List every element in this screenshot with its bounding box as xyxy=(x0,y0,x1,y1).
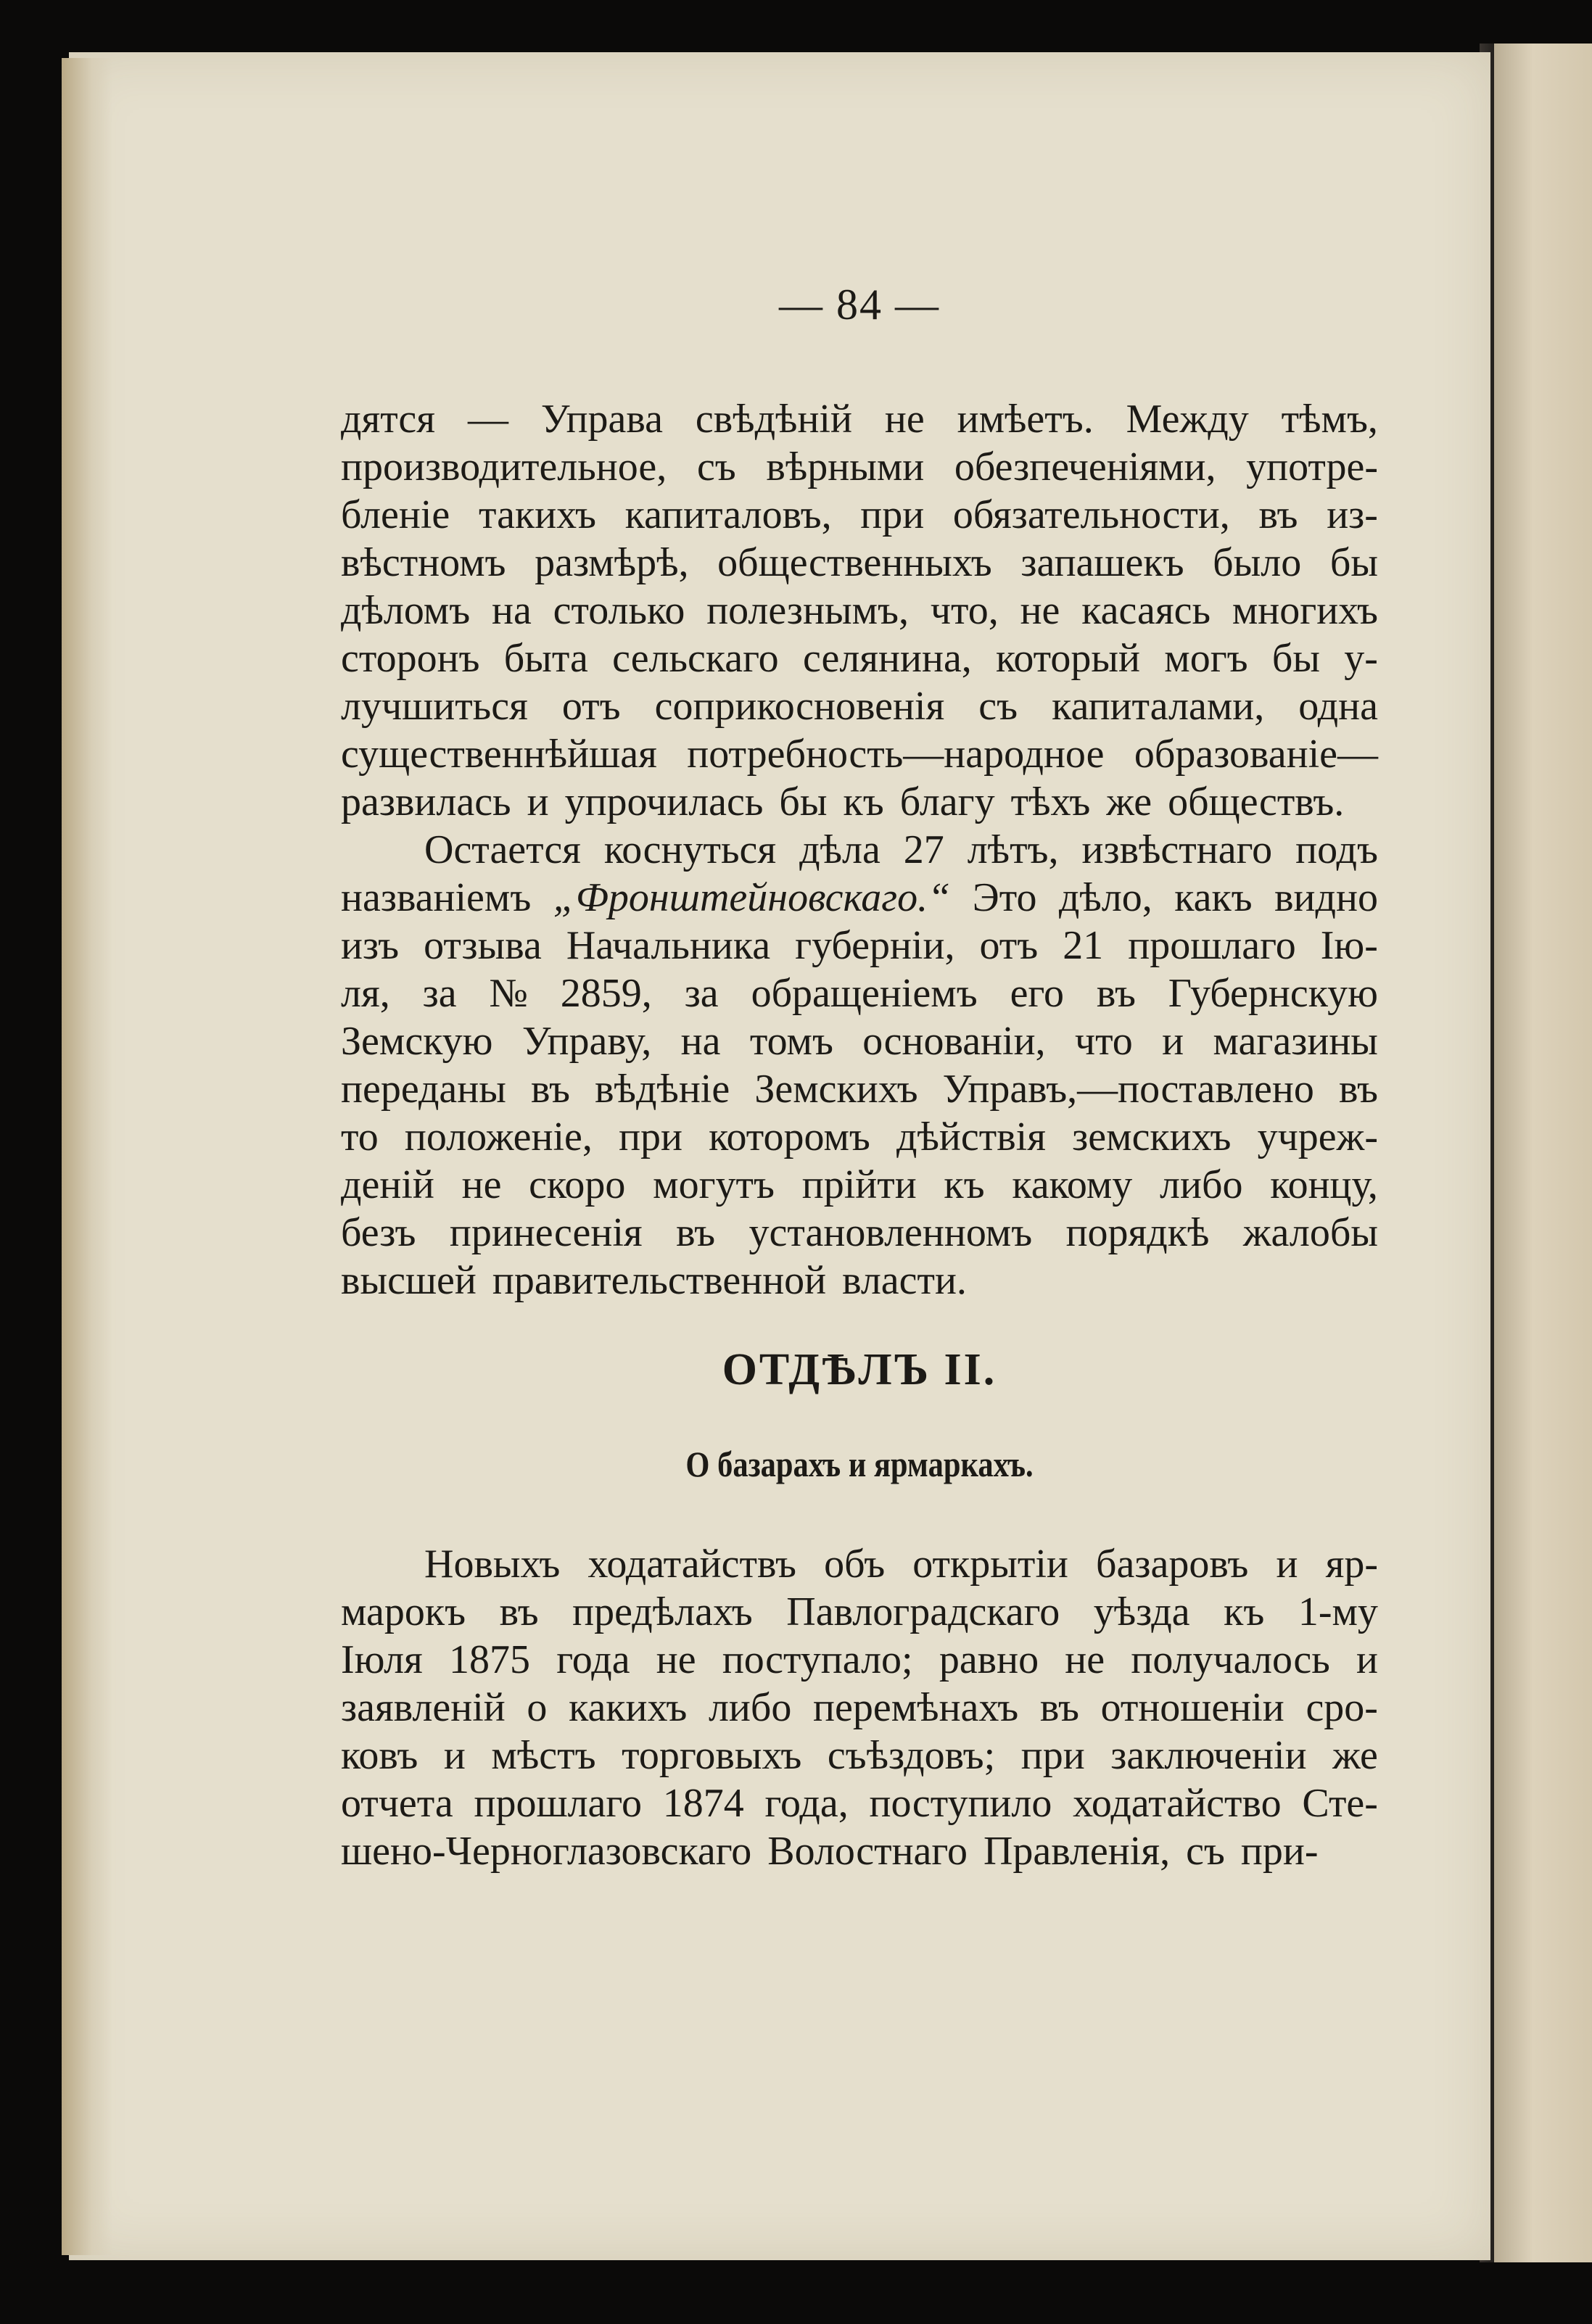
word: Это xyxy=(972,875,1037,920)
word: лучшиться xyxy=(341,684,528,729)
word: года, xyxy=(764,1781,849,1826)
word: изъ xyxy=(341,923,400,968)
page-left-edge xyxy=(62,58,112,2255)
word: въ xyxy=(676,1210,716,1255)
word: уѣзда xyxy=(1093,1589,1190,1634)
word: предѣлахъ xyxy=(572,1589,753,1634)
word: поступило xyxy=(869,1781,1052,1826)
word: Ію- xyxy=(1320,923,1378,968)
word: получалось xyxy=(1131,1637,1330,1682)
word: томъ xyxy=(749,1019,833,1064)
word: отношеніи xyxy=(1100,1685,1284,1730)
word: же xyxy=(1106,780,1152,824)
word: Губернскую xyxy=(1168,971,1378,1016)
word: съ xyxy=(978,684,1018,729)
word: Правленія, xyxy=(983,1829,1171,1874)
text-line xyxy=(341,778,1378,826)
word: правительственной xyxy=(492,1258,827,1303)
word: за xyxy=(422,971,457,1016)
word: основаніи, xyxy=(862,1019,1046,1064)
word: Управъ,—поставлено xyxy=(942,1067,1314,1112)
word: бы xyxy=(779,780,828,824)
paragraph-1 xyxy=(341,395,1378,826)
word: какихъ xyxy=(569,1685,688,1730)
word: столько xyxy=(553,588,685,633)
text-line xyxy=(341,1161,1378,1209)
word: капиталами, xyxy=(1052,684,1265,729)
word: на xyxy=(680,1019,721,1064)
text-line xyxy=(341,1636,1378,1684)
word: и xyxy=(1356,1637,1378,1682)
section-subtitle: О базарахъ и ярмаркахъ. xyxy=(685,1444,1034,1484)
word: прошлаго xyxy=(474,1781,642,1826)
word: могъ xyxy=(1164,636,1248,681)
text-line xyxy=(341,682,1378,730)
word: сторонъ xyxy=(341,636,480,681)
text-line xyxy=(341,969,1378,1017)
word: обезпеченіями, xyxy=(954,444,1216,489)
word: которомъ xyxy=(709,1115,870,1159)
text-line xyxy=(341,1588,1378,1636)
word: соприкосновенія xyxy=(654,684,945,729)
word: либо xyxy=(1160,1162,1243,1207)
word: переданы xyxy=(341,1067,506,1112)
word: вѣстномъ xyxy=(341,540,506,585)
word: 1875 xyxy=(449,1637,531,1682)
word: подъ xyxy=(1295,827,1378,872)
word: у- xyxy=(1344,636,1378,681)
text-line xyxy=(341,1540,1378,1588)
word: ходатайствъ xyxy=(587,1542,796,1587)
text-line xyxy=(341,1732,1378,1779)
paragraph-3 xyxy=(341,1540,1378,1875)
word: и xyxy=(1276,1542,1298,1587)
word: яр- xyxy=(1325,1542,1378,1587)
page-number: — 84 — xyxy=(779,281,940,328)
word: такихъ xyxy=(478,492,596,537)
word: порядкѣ xyxy=(1065,1210,1210,1255)
word: ля, xyxy=(341,971,390,1016)
word: поступало; xyxy=(722,1637,913,1682)
word: мѣстъ xyxy=(491,1733,596,1778)
word: свѣдѣній xyxy=(695,397,852,442)
word: скоро xyxy=(529,1162,626,1207)
word: положеніе, xyxy=(404,1115,593,1159)
word: къ xyxy=(843,780,884,824)
text-line xyxy=(341,1209,1378,1257)
word: базаровъ xyxy=(1096,1542,1249,1587)
word: при xyxy=(860,492,925,537)
text-line xyxy=(341,1065,1378,1113)
word: сро- xyxy=(1306,1685,1378,1730)
word: многихъ xyxy=(1232,588,1378,633)
text-line xyxy=(341,587,1378,634)
word: дѣло, xyxy=(1058,875,1152,920)
word: учреж- xyxy=(1257,1115,1378,1159)
word: отчета xyxy=(341,1781,453,1826)
word: не xyxy=(1020,588,1060,633)
word: Земскую xyxy=(341,1019,493,1064)
word: не xyxy=(461,1162,502,1207)
word: отъ xyxy=(979,923,1039,968)
word: вѣдѣніе xyxy=(595,1067,730,1112)
word: капиталовъ, xyxy=(624,492,832,537)
word: видно xyxy=(1274,875,1378,920)
word: къ xyxy=(1224,1589,1265,1634)
word: Управа xyxy=(540,397,663,442)
word: не xyxy=(884,397,925,442)
word: названіемъ xyxy=(341,875,532,920)
word: съѣздовъ; xyxy=(827,1733,996,1778)
word: селянина, xyxy=(802,636,972,681)
word: могутъ xyxy=(653,1162,775,1207)
word: и xyxy=(527,780,549,824)
word: 2859, xyxy=(560,971,652,1016)
word: концу, xyxy=(1270,1162,1378,1207)
text-line xyxy=(341,730,1378,778)
word: что xyxy=(1074,1019,1133,1064)
text-line xyxy=(341,1684,1378,1732)
word: дятся xyxy=(341,397,436,442)
word: заключеніи xyxy=(1110,1733,1307,1778)
word: на xyxy=(492,588,532,633)
word: власти. xyxy=(842,1258,967,1303)
word: къ xyxy=(944,1162,985,1207)
word: земскихъ xyxy=(1072,1115,1232,1159)
word: установленномъ xyxy=(748,1210,1033,1255)
paragraph-2 xyxy=(341,826,1378,1304)
word: бы xyxy=(1271,636,1320,681)
word: 1874 xyxy=(662,1781,744,1826)
word: о xyxy=(527,1685,548,1730)
word: быта xyxy=(503,636,588,681)
word: было xyxy=(1213,540,1302,585)
word: потребность—народное xyxy=(687,732,1105,777)
word: въ xyxy=(1258,492,1298,537)
word: „Фронштейновскаго.“ xyxy=(553,875,951,920)
word: какъ xyxy=(1174,875,1253,920)
word: и xyxy=(1162,1019,1184,1064)
word: ковъ xyxy=(341,1733,418,1778)
page-text xyxy=(341,272,1378,1875)
word: бленіе xyxy=(341,492,450,537)
word: высшей xyxy=(341,1258,477,1303)
text-line xyxy=(341,443,1378,491)
word: ходатайство xyxy=(1073,1781,1282,1826)
text-line xyxy=(341,874,1378,922)
word: не xyxy=(656,1637,696,1682)
word: размѣрѣ, xyxy=(535,540,689,585)
word: губерніи, xyxy=(795,923,955,968)
word: жалобы xyxy=(1242,1210,1378,1255)
word: съ xyxy=(696,444,736,489)
word: же xyxy=(1332,1733,1378,1778)
word: Новыхъ xyxy=(424,1542,561,1587)
word: Остается xyxy=(424,827,581,872)
word: запашекъ xyxy=(1020,540,1184,585)
word: который xyxy=(996,636,1140,681)
word: — xyxy=(467,397,508,442)
word: дѣла xyxy=(799,827,880,872)
word: равно xyxy=(939,1637,1039,1682)
word: вѣрными xyxy=(766,444,925,489)
word: безъ xyxy=(341,1210,416,1255)
word: тѣхъ xyxy=(1010,780,1091,824)
word: бы xyxy=(1329,540,1378,585)
word: 1-му xyxy=(1298,1589,1378,1634)
word: либо xyxy=(708,1685,792,1730)
word: обществъ. xyxy=(1168,780,1345,824)
section-title: ОТДѢЛЪ II. xyxy=(722,1345,997,1394)
word: дѣломъ xyxy=(341,588,471,633)
word: коснуться xyxy=(603,827,777,872)
word: 21 xyxy=(1063,923,1104,968)
word: въ xyxy=(1338,1067,1378,1112)
word: обращеніемъ xyxy=(751,971,978,1016)
word: № xyxy=(489,971,528,1016)
word: заявленій xyxy=(341,1685,506,1730)
word: какому xyxy=(1012,1162,1133,1207)
word: и xyxy=(443,1733,466,1778)
word: за xyxy=(684,971,719,1016)
word: не xyxy=(1065,1637,1105,1682)
word: тѣмъ, xyxy=(1281,397,1378,442)
word: его xyxy=(1010,971,1064,1016)
text-line xyxy=(341,491,1378,539)
word: существеннѣйшая xyxy=(341,732,657,777)
word: полезнымъ, xyxy=(706,588,910,633)
word: года xyxy=(556,1637,630,1682)
word: магазины xyxy=(1213,1019,1378,1064)
word: 27 xyxy=(903,827,944,872)
word: перемѣнахъ xyxy=(813,1685,1019,1730)
word: прошлаго xyxy=(1128,923,1296,968)
word: прійти xyxy=(801,1162,917,1207)
word: въ xyxy=(499,1589,539,1634)
word: отъ xyxy=(561,684,621,729)
text-line xyxy=(341,1017,1378,1065)
text-line xyxy=(341,539,1378,587)
word: марокъ xyxy=(341,1589,466,1634)
word: сельскаго xyxy=(612,636,779,681)
word: при- xyxy=(1240,1829,1319,1874)
text-line xyxy=(341,1257,1378,1304)
word: принесенія xyxy=(449,1210,643,1255)
word: при xyxy=(1020,1733,1085,1778)
text-line xyxy=(341,634,1378,682)
word: развилась xyxy=(341,780,511,824)
text-line xyxy=(341,922,1378,969)
word: Между xyxy=(1126,397,1249,442)
word: Волостнаго xyxy=(767,1829,968,1874)
word: одна xyxy=(1298,684,1378,729)
word: открытіи xyxy=(912,1542,1068,1587)
word: шено-Черноглазовскаго xyxy=(341,1829,752,1874)
word: касаясь xyxy=(1081,588,1211,633)
word: деній xyxy=(341,1162,434,1207)
word: общественныхъ xyxy=(717,540,992,585)
text-line xyxy=(341,826,1378,874)
word: Павлоградскаго xyxy=(786,1589,1060,1634)
next-page-edge xyxy=(1494,44,1592,2262)
word: торговыхъ xyxy=(622,1733,802,1778)
word: лѣтъ, xyxy=(967,827,1059,872)
word: из- xyxy=(1327,492,1378,537)
word: Управу, xyxy=(521,1019,652,1064)
word: благу xyxy=(899,780,995,824)
word: что, xyxy=(930,588,999,633)
word: упрочилась xyxy=(564,780,764,824)
word: обязательности, xyxy=(952,492,1230,537)
word: объ xyxy=(824,1542,886,1587)
word: образованіе— xyxy=(1134,732,1378,777)
word: отзыва xyxy=(424,923,542,968)
text-line xyxy=(341,1827,1378,1875)
text-line xyxy=(341,1779,1378,1827)
word: Сте- xyxy=(1302,1781,1378,1826)
text-line xyxy=(341,395,1378,443)
word: извѣстнаго xyxy=(1081,827,1273,872)
word: имѣетъ. xyxy=(957,397,1094,442)
word: то xyxy=(341,1115,379,1159)
word: употре- xyxy=(1246,444,1378,489)
word: въ xyxy=(1039,1685,1079,1730)
text-line xyxy=(341,1113,1378,1161)
word: Земскихъ xyxy=(754,1067,918,1112)
word: Начальника xyxy=(566,923,771,968)
word: при xyxy=(619,1115,682,1159)
word: съ xyxy=(1186,1829,1225,1874)
word: производительное, xyxy=(341,444,667,489)
word: въ xyxy=(1096,971,1136,1016)
word: въ xyxy=(530,1067,570,1112)
word: Іюля xyxy=(341,1637,423,1682)
word: дѣйствія xyxy=(896,1115,1046,1159)
